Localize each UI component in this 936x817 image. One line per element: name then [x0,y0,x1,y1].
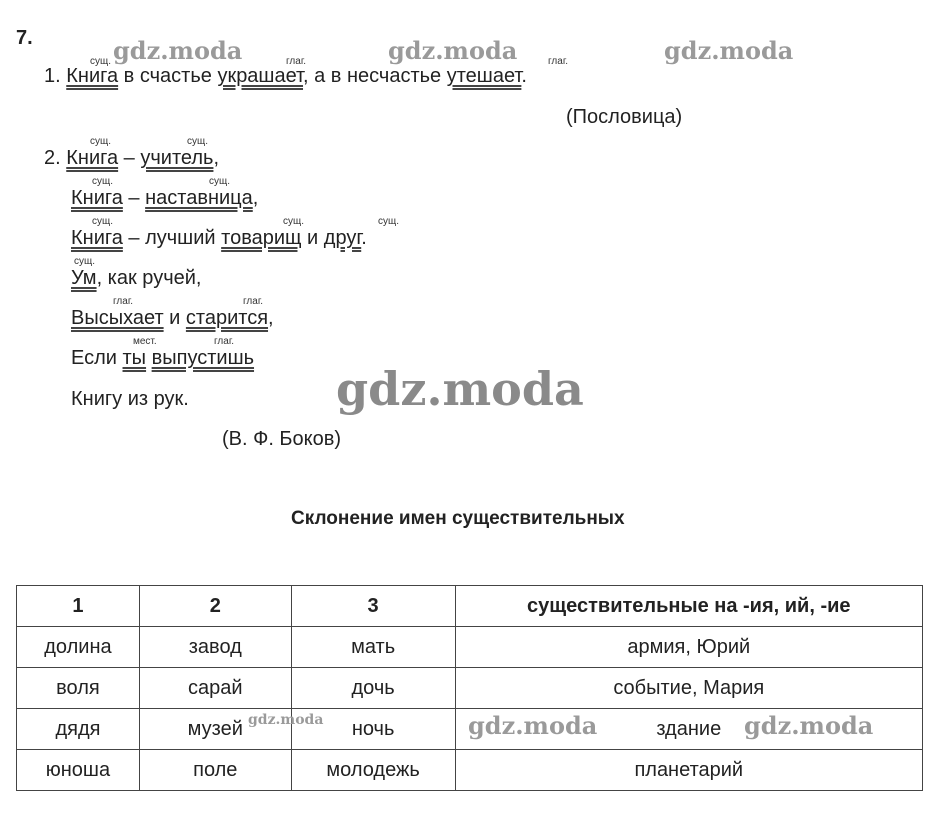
table-cell: дядя [17,709,140,750]
header-cell: 1 [17,586,140,627]
word-noun: товарищ [221,227,302,249]
word-noun: Книга [66,65,119,87]
poem-line-1 [44,147,219,170]
table-cell: воля [17,668,140,709]
word-noun: Книга [71,187,123,209]
watermark: gdz.moda [744,711,874,740]
item-number: 1. [44,65,61,87]
poem-line-2 [71,187,258,210]
word-noun: Ум [71,267,97,289]
word-verb: украшает [217,65,304,87]
label-verb: глаг. [214,336,235,347]
poem-author: (В. Ф. Боков) [222,428,342,450]
label-noun: сущ. [283,216,305,227]
label-verb: глаг. [548,56,569,67]
label-noun: сущ. [92,176,114,187]
word-verb: старится [185,307,269,329]
word-verb: Высыхает [71,307,164,329]
text: , а в несчастье [303,65,447,87]
text: , как ручей, [96,267,202,289]
table-cell: ночь [291,709,455,750]
declension-table [16,585,923,791]
watermark: gdz.moda [388,36,518,65]
text: , [252,187,259,209]
exercise-number: 7. [16,27,33,49]
word-noun: наставница [145,187,253,209]
watermark: gdz.moda [248,712,324,728]
text: и [301,227,324,249]
text: – [118,147,141,169]
text: . [521,65,527,87]
table-cell: завод [139,627,291,668]
text: – [122,187,146,209]
header-cell: 3 [291,586,455,627]
watermark: gdz.moda [113,36,243,65]
text: , [268,307,274,329]
item-number: 2. [44,147,61,169]
table-row [17,627,923,668]
header-cell: 2 [139,586,291,627]
header-cell: существительные на -ия, ий, -ие [455,586,922,627]
table-header-row [17,586,923,627]
table-cell: поле [139,750,291,791]
proverb-source: (Пословица) [566,106,683,128]
label-pronoun: мест. [133,336,157,347]
table-cell: молодежь [291,750,455,791]
table-cell: событие, Мария [455,668,922,709]
word-verb: утешает [446,65,522,87]
word-pronoun: ты [122,347,147,369]
table-cell: планетарий [455,750,922,791]
poem-line-6 [71,347,254,370]
table-cell: юноша [17,750,140,791]
word-noun: Книга [66,147,119,169]
label-noun: сущ. [187,136,209,147]
table-row [17,750,923,791]
label-noun: сущ. [92,216,114,227]
word-noun: друг [323,227,362,249]
table-cell: армия, Юрий [455,627,922,668]
text: и [163,307,186,329]
text: – лучший [122,227,222,249]
text: . [361,227,367,249]
table-cell: мать [291,627,455,668]
word-noun: учитель [140,147,214,169]
table-row [17,668,923,709]
table-cell: музей [139,709,291,750]
watermark: gdz.moda [336,362,584,416]
label-verb: глаг. [113,296,134,307]
word-noun: Книга [71,227,123,249]
poem-line-7: Книгу из рук. [71,388,189,410]
poem-line-4 [71,267,201,290]
watermark: gdz.moda [664,36,794,65]
label-verb: глаг. [243,296,264,307]
text: Если [71,347,123,369]
label-noun: сущ. [90,56,112,67]
table-title: Склонение имен существительных [291,508,625,529]
label-noun: сущ. [74,256,96,267]
table-cell: долина [17,627,140,668]
poem-line-5 [71,307,274,330]
label-noun: сущ. [209,176,231,187]
text: в счастье [118,65,218,87]
word-verb: выпустишь [151,347,255,369]
table-cell: здание [455,709,922,750]
table-cell: сарай [139,668,291,709]
label-noun: сущ. [90,136,112,147]
poem-line-3 [71,227,367,250]
label-noun: сущ. [378,216,400,227]
watermark: gdz.moda [468,711,598,740]
label-verb: глаг. [286,56,307,67]
table-cell: дочь [291,668,455,709]
text: , [213,147,219,169]
proverb-line [44,65,527,88]
